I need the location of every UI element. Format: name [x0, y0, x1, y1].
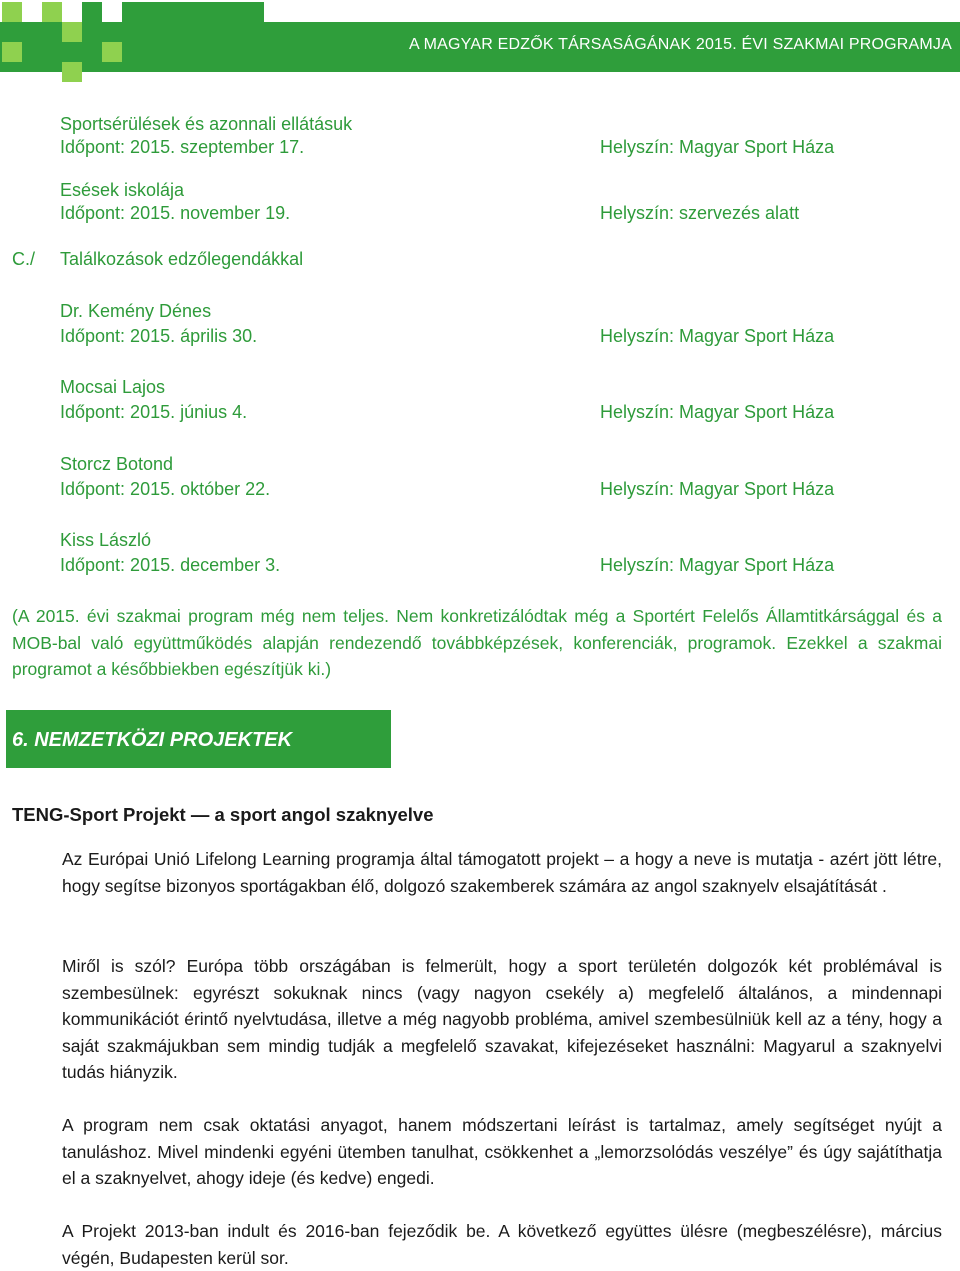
program-note: (A 2015. évi szakmai program még nem teljes. Nem konkretizálódtak még a Sportért Felelős Államtitkársággal és a MOB-bal való együttműködés alapján rendezendő továbbképzések, konferenciák, programok. Ezekkel a szakmai programot a későbbiekben egészítjük ki.): [12, 606, 942, 679]
project-paragraph: A Projekt 2013-ban indult és 2016-ban fejeződik be. A következő együttes ülésre (megbeszélésre), március végén, Budapesten kerül sor.: [62, 1221, 942, 1268]
event-name: Storcz Botond: [60, 454, 174, 474]
event-date: Időpont: 2015. október 22.: [60, 479, 271, 499]
event-date: Időpont: 2015. december 3.: [60, 555, 281, 575]
event-venue: Helyszín: Magyar Sport Háza: [600, 555, 835, 575]
event-date: Időpont: 2015. április 30.: [60, 326, 258, 346]
section-title: 6. NEMZETKÖZI PROJEKTEK: [12, 729, 293, 751]
event-venue: Helyszín: Magyar Sport Háza: [600, 479, 835, 499]
project-title: TENG-Sport Projekt — a sport angol szaknyelve: [12, 804, 434, 825]
section-marker: C./: [12, 249, 36, 269]
project-paragraph: A program nem csak oktatási anyagot, hanem módszertani leírást is tartalmaz, amely segítséget nyújt a tanuláshoz. Mivel mindenki egyéni ütemben tanulhat, csökkenhet a „lemorzsolódás veszélye” és úgy sajátíthatja el a szaknyelvet, ahogy ideje (és kedve) engedi.: [62, 1115, 942, 1188]
event-venue: Helyszín: Magyar Sport Háza: [600, 402, 835, 422]
event-name: Kiss László: [60, 530, 152, 550]
event-name: Dr. Kemény Dénes: [60, 301, 212, 321]
section-title: Találkozások edzőlegendákkal: [60, 249, 304, 269]
event-name: Sportsérülések és azonnali ellátásuk: [60, 114, 353, 134]
project-paragraph: Miről is szól? Európa több országában is felmerült, hogy a sport területén dolgozók két problémával is szembesülnek: egyrészt sokuknak nincs (vagy nagyon csekély a) megfelelő általános, a mindennapi kommunikációt érintő nyelvtudása, illetve a még nagyobb probléma, amivel szembesülniük kell az a tény, hogy a saját szakmájukban sem mindig tudják a megfelelő szavakat, kifejezéseket használni: Magyarul a szaknyelvi tudás hiányzik.: [62, 956, 942, 1082]
event-date: Időpont: 2015. szeptember 17.: [60, 137, 305, 157]
event-name: Mocsai Lajos: [60, 377, 166, 397]
event-venue: Helyszín: Magyar Sport Háza: [600, 326, 835, 346]
event-venue: Helyszín: szervezés alatt: [600, 203, 800, 223]
project-paragraph: Az Európai Unió Lifelong Learning programja által támogatott projekt – a hogy a neve is mutatja - azért jött létre, hogy segítse bizonyos sportágakban élő, dolgozó szakemberek számára az angol szaknyelv elsajátítását .: [62, 849, 942, 896]
event-venue: Helyszín: Magyar Sport Háza: [600, 137, 835, 157]
header-title: A MAGYAR EDZŐK TÁRSASÁGÁNAK 2015. ÉVI SZAKMAI PROGRAMJA: [409, 36, 952, 53]
event-name: Esések iskolája: [60, 180, 185, 200]
event-date: Időpont: 2015. június 4.: [60, 402, 248, 422]
event-date: Időpont: 2015. november 19.: [60, 203, 291, 223]
